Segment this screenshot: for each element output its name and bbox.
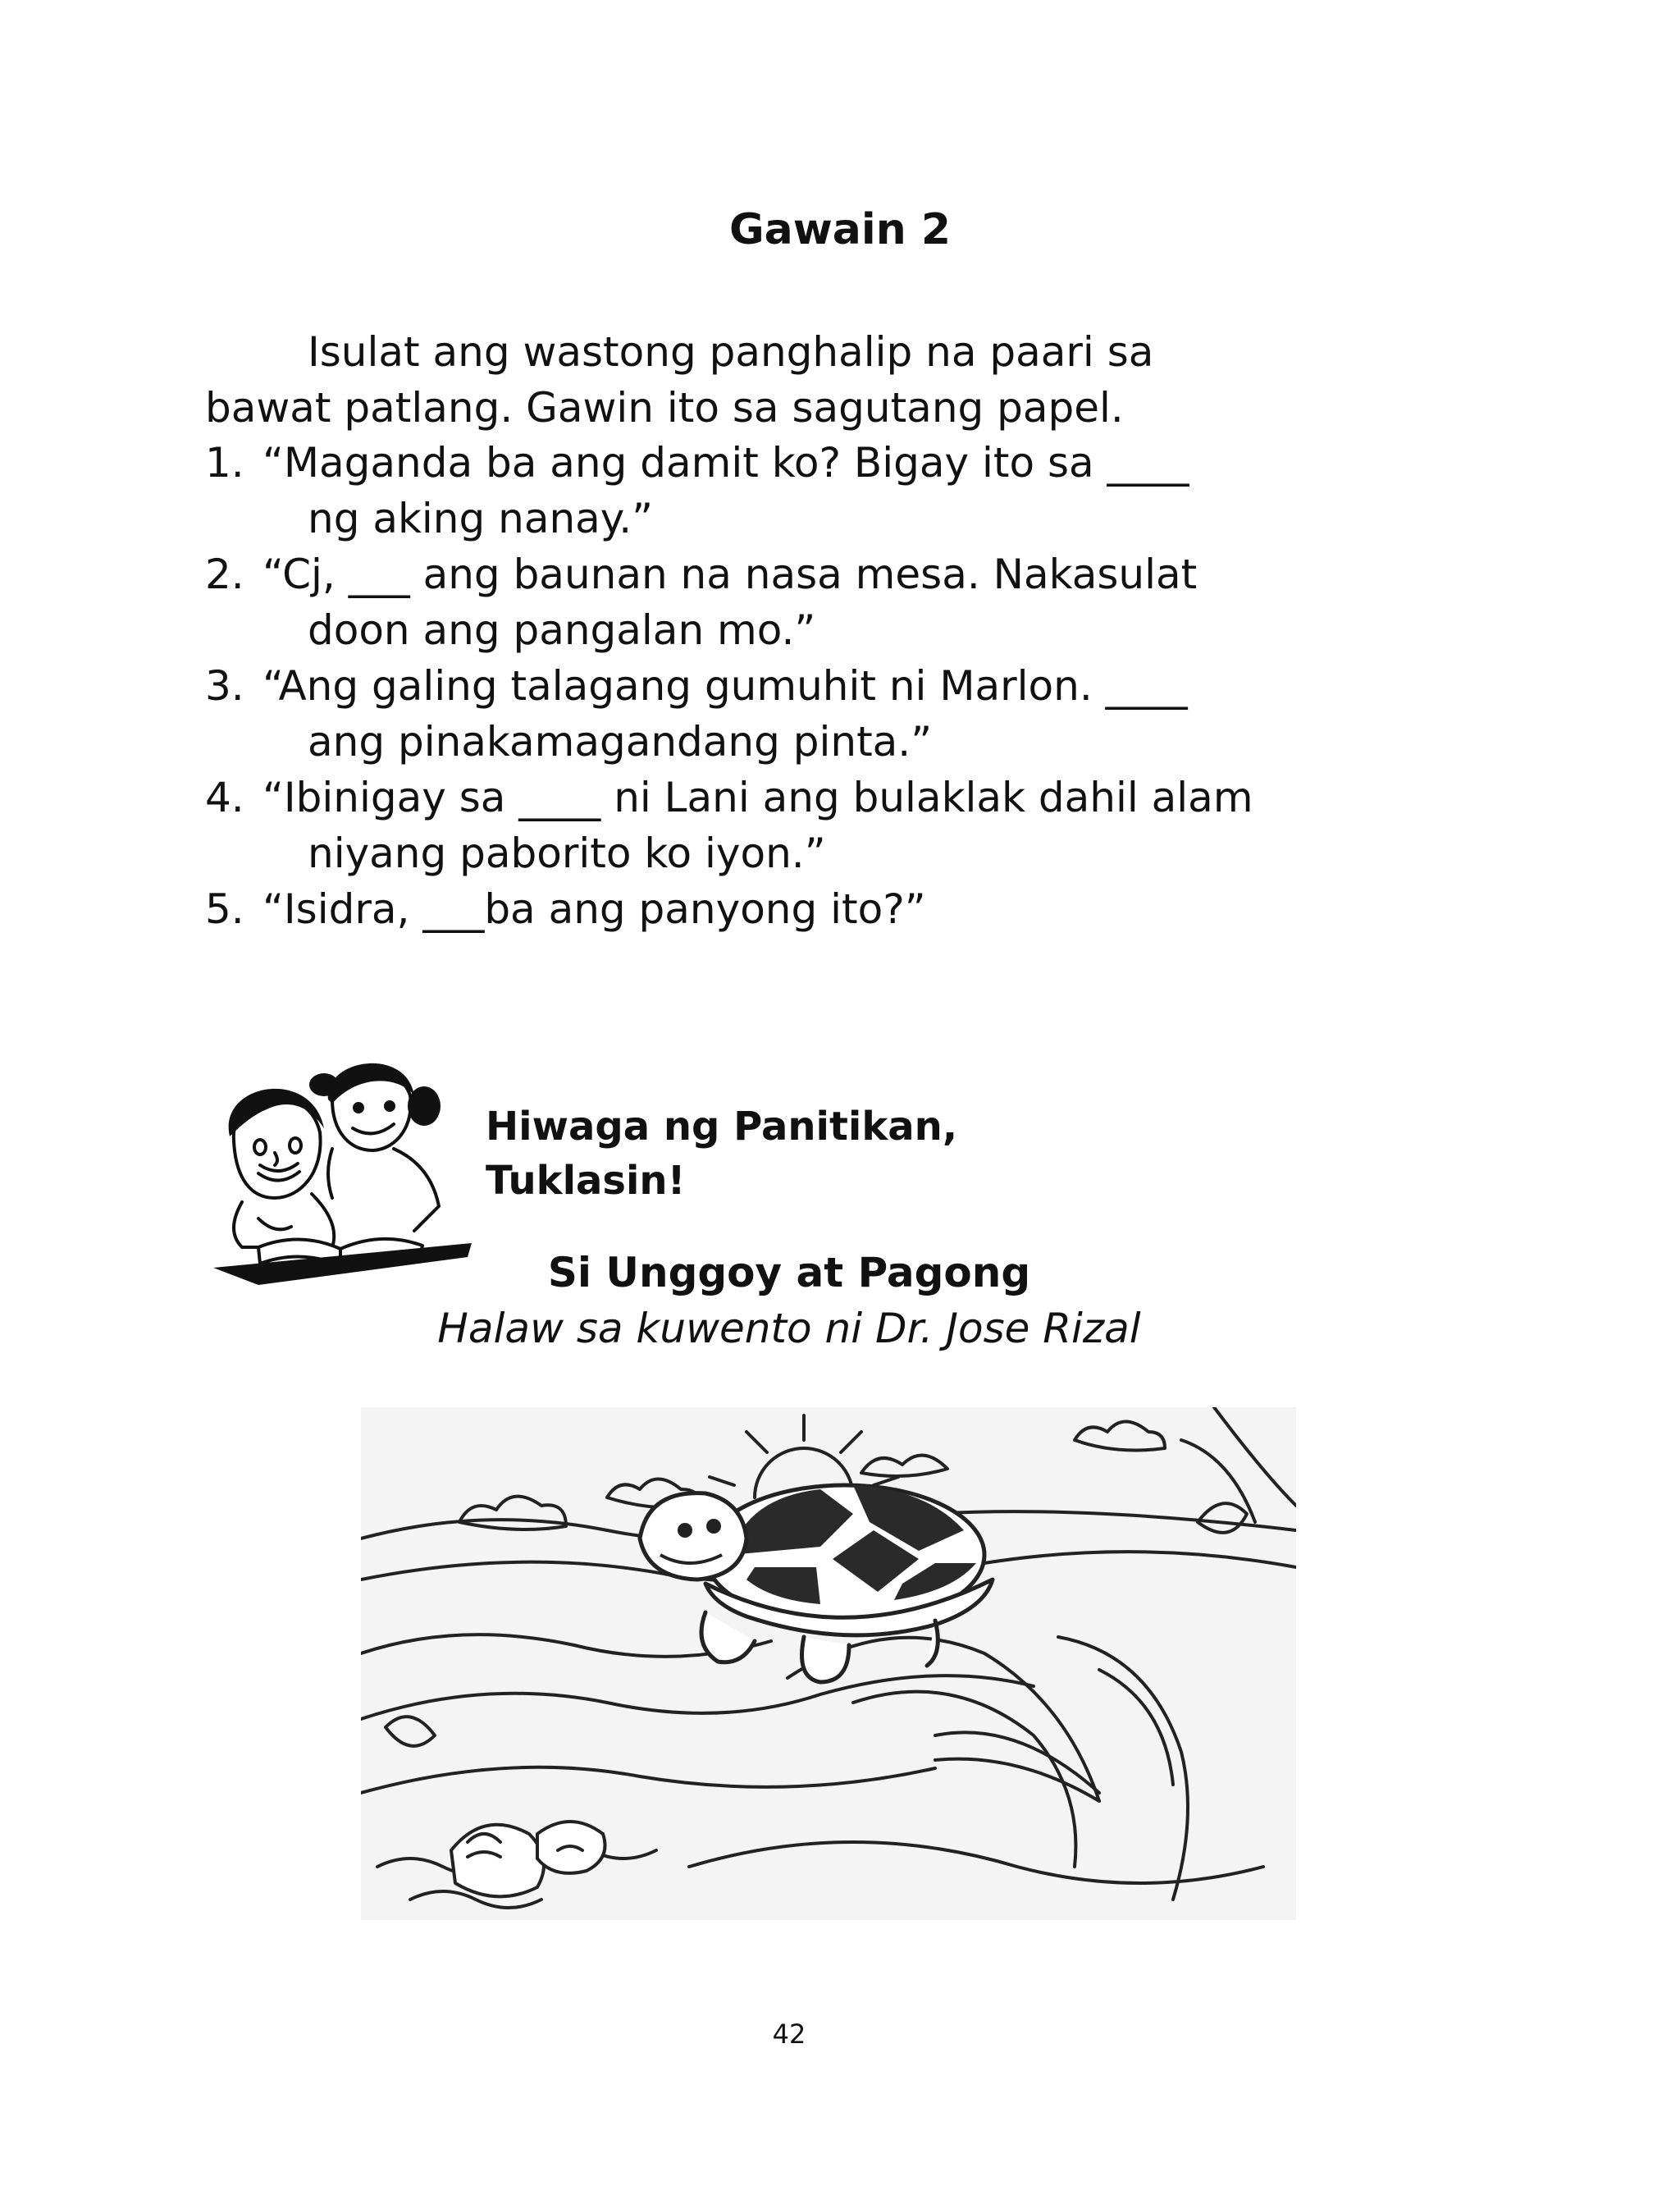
question-number: 3. bbox=[205, 662, 244, 710]
section-heading-line-2: Tuklasin! bbox=[486, 1158, 686, 1204]
question-number: 2. bbox=[205, 551, 244, 598]
instructions-line-1: Isulat ang wastong panghalip na paari sa bbox=[308, 328, 1154, 376]
question-number: 5. bbox=[205, 885, 244, 933]
instructions-line-2: bawat patlang. Gawin ito sa sagutang papel. bbox=[205, 384, 1124, 432]
instructions bbox=[205, 324, 1436, 436]
question-text: “Cj, ___ ang baunan na nasa mesa. Nakasulat bbox=[262, 551, 1198, 598]
page-number: 42 bbox=[772, 2019, 806, 2050]
question-text-continued: ang pinakamagandang pinta.” bbox=[308, 718, 933, 766]
story-title: Si Unggoy at Pagong bbox=[547, 1249, 1031, 1296]
question-text: “Isidra, ___ba ang panyong ito?” bbox=[262, 885, 926, 933]
story-subtitle: Halaw sa kuwento ni Dr. Jose Rizal bbox=[437, 1305, 1141, 1352]
question-text: “Ibinigay sa ____ ni Lani ang bulaklak dahil alam bbox=[262, 774, 1253, 821]
turtle-monkey-illustration bbox=[361, 1407, 1296, 1920]
question-item bbox=[205, 546, 1477, 658]
question-item bbox=[205, 770, 1477, 881]
question-text: “Ang galing talagang gumuhit ni Marlon. ____ bbox=[262, 662, 1188, 710]
question-number: 1. bbox=[205, 439, 244, 487]
question-item bbox=[205, 881, 1477, 937]
question-item bbox=[205, 435, 1477, 546]
question-list bbox=[205, 435, 1477, 937]
question-text-continued: ng aking nanay.” bbox=[308, 495, 654, 542]
section-heading bbox=[486, 1100, 957, 1208]
question-text: “Maganda ba ang damit ko? Bigay ito sa ____ bbox=[262, 439, 1189, 487]
section-heading-line-1: Hiwaga ng Panitikan, bbox=[486, 1104, 958, 1150]
question-text-continued: doon ang pangalan mo.” bbox=[308, 606, 816, 654]
question-number: 4. bbox=[205, 774, 244, 821]
question-item bbox=[205, 658, 1477, 770]
activity-title: Gawain 2 bbox=[728, 205, 952, 254]
question-text-continued: niyang paborito ko iyon.” bbox=[308, 830, 826, 877]
